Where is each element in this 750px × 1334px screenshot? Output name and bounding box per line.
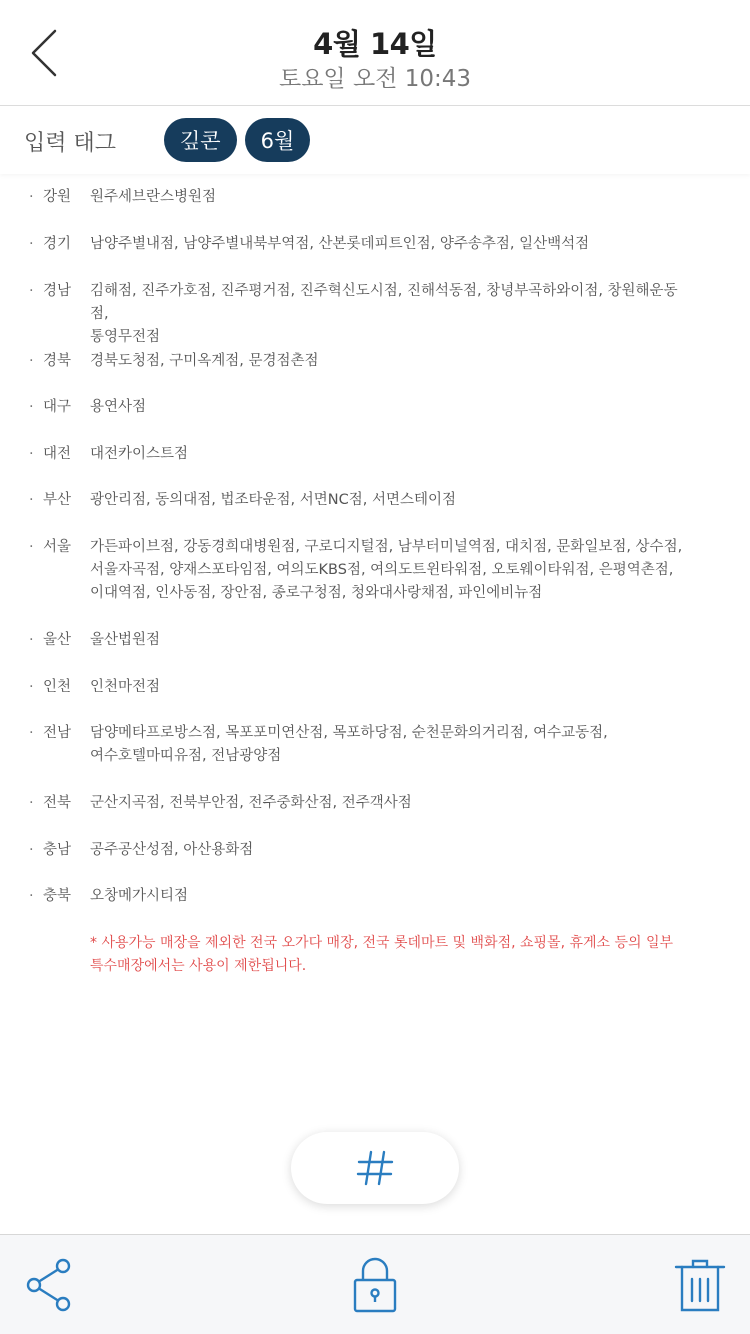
store-list: 가든파이브점, 강동경희대병원점, 구로디지털점, 남부터미널역점, 대치점, 문화일보점, 상수점, 서울자곡점, 양재스포타임점, 여의도KBS점, 여의도트윈타워점, 오토웨이타워점, 은평역촌점, 이대역점, 인사동점, 장안점, 종로구청점, 청와대사랑채점, 파인에비뉴점 — [90, 539, 683, 601]
bullet: · — [29, 353, 34, 369]
bullet: · — [29, 725, 34, 741]
bullet: · — [29, 888, 34, 904]
bullet: · — [29, 539, 34, 555]
bullet: · — [29, 632, 34, 648]
region-name: 인천 — [43, 679, 72, 695]
tag-chip[interactable]: 깊콘 — [164, 118, 237, 162]
share-icon — [25, 1258, 75, 1312]
bullet: · — [29, 283, 34, 299]
bullet: · — [29, 679, 34, 695]
share-button[interactable] — [20, 1255, 80, 1315]
store-list: 오창메가시티점 — [90, 888, 189, 904]
bullet: · — [29, 399, 34, 415]
bullet: · — [29, 236, 34, 252]
store-list: 군산지곡점, 전북부안점, 전주중화산점, 전주객사점 — [90, 795, 412, 811]
lock-button[interactable] — [345, 1255, 405, 1315]
store-list: 인천마전점 — [90, 679, 161, 695]
region-name: 대구 — [43, 399, 72, 415]
tag-bar — [0, 106, 750, 174]
header — [0, 0, 750, 106]
store-list: 용연사점 — [90, 399, 147, 415]
bullet: · — [29, 189, 34, 205]
bullet: · — [29, 842, 34, 858]
page-subtitle: 토요일 오전 10:43 — [279, 66, 471, 92]
tag-list — [164, 118, 310, 162]
trash-icon — [673, 1257, 727, 1313]
bullet: · — [29, 446, 34, 462]
store-list: 대전카이스트점 — [90, 446, 189, 462]
region-name: 부산 — [43, 492, 72, 508]
bullet: · — [29, 795, 34, 811]
region-name: 대전 — [43, 446, 72, 462]
store-list: 김해점, 진주가호점, 진주평거점, 진주혁신도시점, 진해석동점, 창녕부곡하와이점, 창원해운동점, 통영무전점 — [90, 283, 678, 345]
hashtag-button[interactable] — [291, 1132, 459, 1204]
page-title: 4월 14일 — [313, 27, 437, 61]
store-list: 경북도청점, 구미옥계점, 문경점촌점 — [90, 353, 319, 369]
tag-bar-label: 입력 태그 — [24, 131, 117, 156]
store-list: 광안리점, 동의대점, 법조타운점, 서면NC점, 서면스테이점 — [90, 492, 456, 508]
region-name: 울산 — [43, 632, 72, 648]
store-list: 울산법원점 — [90, 632, 161, 648]
store-list: 담양메타프로방스점, 목포포미연산점, 목포하당점, 순천문화의거리점, 여수교동점, 여수호텔마띠유점, 전남광양점 — [90, 725, 608, 764]
region-name: 충북 — [43, 888, 72, 904]
region-name: 강원 — [43, 189, 72, 205]
store-list: 남양주별내점, 남양주별내북부역점, 산본롯데피트인점, 양주송추점, 일산백석점 — [90, 236, 590, 252]
usage-notice: * 사용가능 매장을 제외한 전국 오가다 매장, 전국 롯데마트 및 백화점, 쇼핑몰, 휴게소 등의 일부 특수매장에서는 사용이 제한됩니다. — [90, 935, 674, 974]
region-name: 경북 — [43, 353, 72, 369]
region-name: 전북 — [43, 795, 72, 811]
region-name: 서울 — [43, 539, 72, 555]
region-name: 경남 — [43, 283, 72, 299]
store-list: 공주공산성점, 아산용화점 — [90, 842, 254, 858]
tag-chip[interactable]: 6월 — [245, 118, 311, 162]
region-name: 경기 — [43, 236, 72, 252]
bullet: · — [29, 492, 34, 508]
hashtag-icon — [355, 1148, 395, 1188]
lock-icon — [352, 1256, 398, 1314]
bottom-toolbar — [0, 1234, 750, 1334]
region-name: 전남 — [43, 725, 72, 741]
region-name: 충남 — [43, 842, 72, 858]
delete-button[interactable] — [670, 1255, 730, 1315]
store-list: 원주세브란스병원점 — [90, 189, 217, 205]
